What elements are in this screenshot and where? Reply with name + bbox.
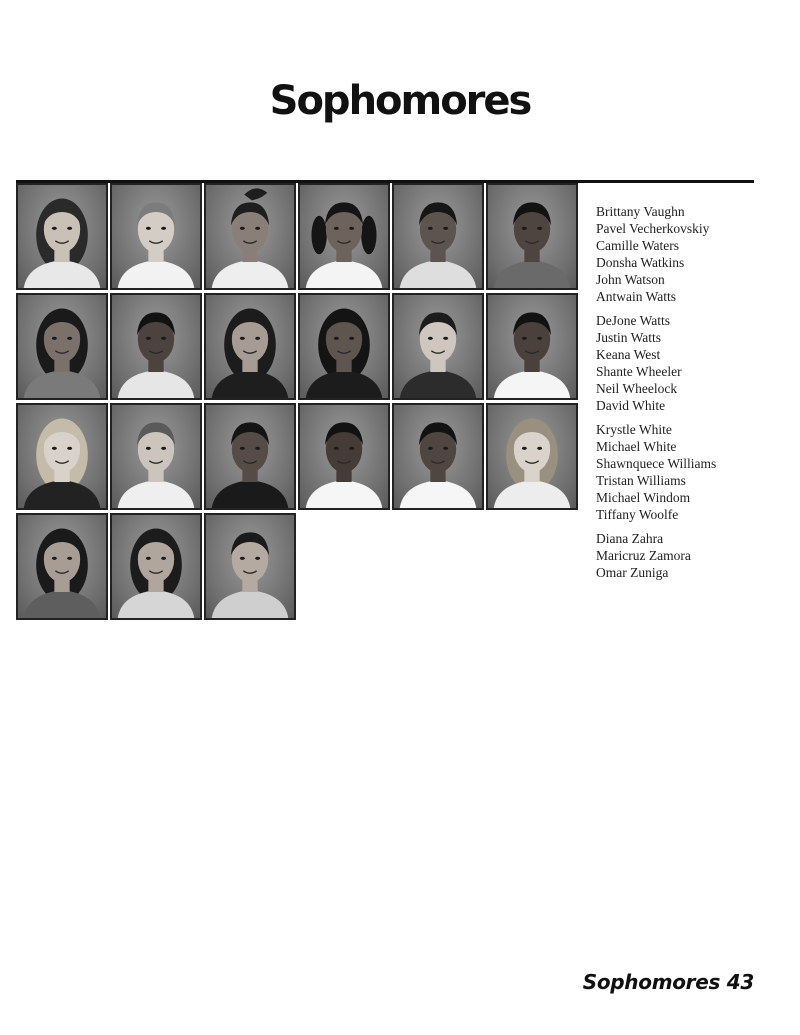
student-name: Omar Zuniga bbox=[596, 565, 669, 580]
student-name: Diana Zahra bbox=[596, 531, 664, 546]
student-name: David White bbox=[596, 398, 666, 413]
student-portrait bbox=[204, 403, 296, 510]
name-list bbox=[596, 203, 796, 588]
student-portrait bbox=[392, 293, 484, 400]
student-portrait bbox=[110, 293, 202, 400]
student-name: Brittany Vaughn bbox=[596, 204, 685, 219]
name-group bbox=[596, 421, 796, 523]
student-name: Neil Wheelock bbox=[596, 381, 678, 396]
student-portrait bbox=[16, 293, 108, 400]
student-name: Shawnquece Williams bbox=[596, 456, 717, 471]
page-footer: Sophomores 43 bbox=[582, 970, 754, 994]
student-portrait bbox=[486, 403, 578, 510]
student-portrait bbox=[204, 183, 296, 290]
student-name: Michael Windom bbox=[596, 490, 691, 505]
student-portrait bbox=[16, 403, 108, 510]
student-name: Shante Wheeler bbox=[596, 364, 682, 379]
name-group bbox=[596, 530, 796, 581]
student-portrait bbox=[486, 183, 578, 290]
student-name: John Watson bbox=[596, 272, 665, 287]
student-name: Antwain Watts bbox=[596, 289, 677, 304]
student-portrait bbox=[392, 183, 484, 290]
student-name: Keana West bbox=[596, 347, 661, 362]
name-group bbox=[596, 312, 796, 414]
student-portrait bbox=[204, 293, 296, 400]
student-portrait bbox=[16, 513, 108, 620]
student-portrait bbox=[204, 513, 296, 620]
student-portrait bbox=[110, 403, 202, 510]
student-portrait bbox=[392, 403, 484, 510]
student-portrait bbox=[298, 403, 390, 510]
student-name: Pavel Vecherkovskiy bbox=[596, 221, 710, 236]
name-group bbox=[596, 203, 796, 305]
student-name: DeJone Watts bbox=[596, 313, 671, 328]
student-name: Camille Waters bbox=[596, 238, 680, 253]
page-title: Sophomores bbox=[269, 78, 531, 124]
student-portrait bbox=[298, 183, 390, 290]
student-name: Maricruz Zamora bbox=[596, 548, 691, 563]
student-portrait bbox=[16, 183, 108, 290]
student-portrait bbox=[486, 293, 578, 400]
student-name: Krystle White bbox=[596, 422, 672, 437]
student-name: Tiffany Woolfe bbox=[596, 507, 679, 522]
student-name: Justin Watts bbox=[596, 330, 662, 345]
student-portrait bbox=[110, 513, 202, 620]
student-name: Donsha Watkins bbox=[596, 255, 685, 270]
student-portrait bbox=[110, 183, 202, 290]
student-portrait bbox=[298, 293, 390, 400]
student-name: Michael White bbox=[596, 439, 677, 454]
student-name: Tristan Williams bbox=[596, 473, 686, 488]
